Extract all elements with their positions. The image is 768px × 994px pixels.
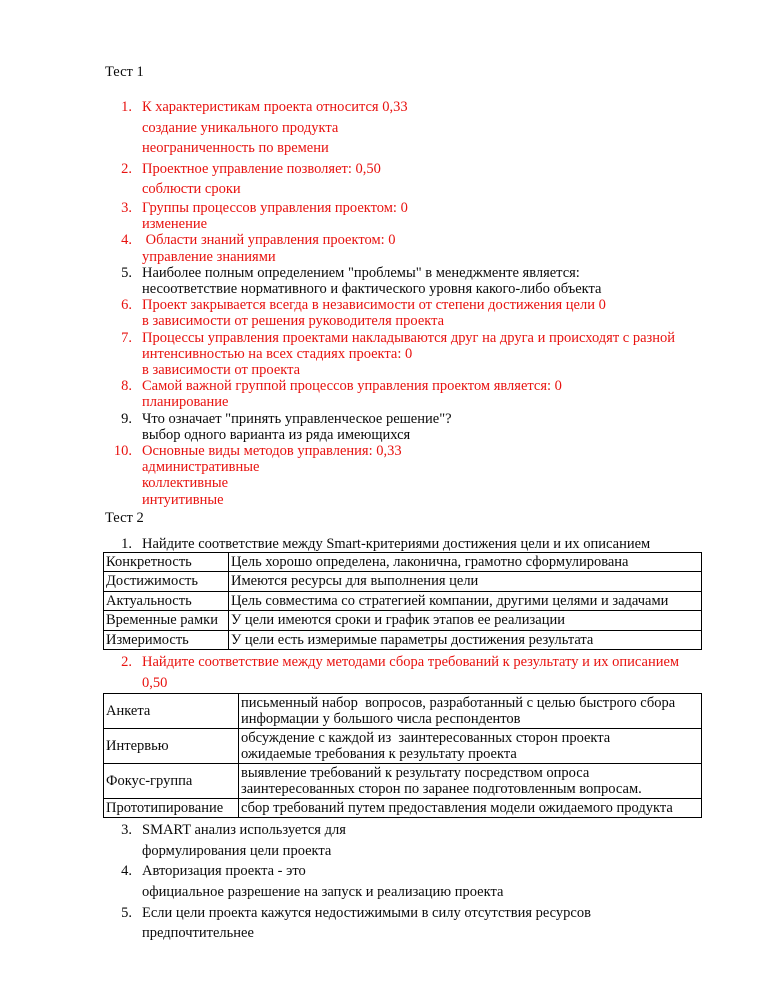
table-row <box>104 630 702 649</box>
question-line: Проект закрывается всегда в независимости от степени достижения цели 0 <box>142 297 606 314</box>
answer-line: интуитивные <box>142 491 224 508</box>
question-line: Проектное управление позволяет: 0,50 <box>142 160 381 177</box>
question-number: 5. <box>121 264 132 281</box>
question-item-8 <box>105 378 768 410</box>
question-line: Основные виды методов управления: 0,33 <box>142 443 402 460</box>
requirements-methods-table <box>103 693 702 818</box>
answer-line: изменение <box>142 216 208 233</box>
answer-line: планирование <box>142 394 229 411</box>
question-line: Если цели проекта кажутся недостижимыми в силу отсутствия ресурсов <box>142 904 591 921</box>
description-cell: выявление требований к результату посредством опроса заинтересованных сторон по заранее подготовленным вопросам. <box>239 764 702 799</box>
test1-title: Тест 1 <box>105 64 144 80</box>
question-number: 4. <box>121 232 132 249</box>
question-line: интенсивностью на всех стадиях проекта: 0 <box>142 345 413 362</box>
answer-line: официальное разрешение на запуск и реализацию проекта <box>142 884 504 901</box>
question-line: Авторизация проекта - это <box>142 863 306 880</box>
answer-line: коллективные <box>142 475 229 492</box>
question-line: Найдите соответствие между методами сбора требований к результату и их описанием <box>142 654 680 671</box>
question-number: 7. <box>121 329 132 346</box>
term-cell: Интервью <box>104 729 239 764</box>
answer-line: предпочтительнее <box>142 925 254 942</box>
table-row <box>104 799 702 818</box>
question-number: 3. <box>121 199 132 216</box>
question-item-5 <box>105 265 768 297</box>
question-number: 6. <box>121 297 132 314</box>
description-cell: письменный набор вопросов, разработанный с целью быстрого сбора информации у большого числа респондентов <box>239 694 702 729</box>
question-number: 1. <box>121 99 132 115</box>
term-cell: Анкета <box>104 694 239 729</box>
question-line: К характеристикам проекта относится 0,33 <box>142 99 408 115</box>
answer-line: управление знаниями <box>142 248 276 265</box>
table-row <box>104 591 702 610</box>
table-row <box>104 572 702 591</box>
table-row <box>104 553 702 572</box>
answer-line: соблюсти сроки <box>142 181 241 198</box>
question-item-2 <box>105 159 768 200</box>
term-cell: Прототипирование <box>104 799 239 818</box>
description-cell: У цели имеются сроки и график этапов ее реализации <box>229 611 702 630</box>
answer-line: выбор одного варианта из ряда имеющихся <box>142 426 411 443</box>
question-number: 10. <box>113 443 132 460</box>
question-line: Найдите соответствие между Smart-критериями достижения цели и их описанием <box>142 535 651 552</box>
question-item-3 <box>105 200 768 232</box>
description-cell: Цель хорошо определена, лаконична, грамотно сформулирована <box>229 553 702 572</box>
answer-line: в зависимости от проекта <box>142 362 301 378</box>
question-line: 0,50 <box>142 674 168 691</box>
smart-criteria-table <box>103 552 702 650</box>
question-item-t2-4 <box>105 861 768 902</box>
table-row <box>104 764 702 799</box>
answer-line: создание уникального продукта <box>142 119 339 136</box>
test2-title: Тест 2 <box>105 509 144 526</box>
question-line: Группы процессов управления проектом: 0 <box>142 199 408 216</box>
table-row <box>104 694 702 729</box>
description-cell: У цели есть измеримые параметры достижения результата <box>229 630 702 649</box>
term-cell: Достижимость <box>104 572 229 591</box>
answer-line: административные <box>142 459 260 476</box>
answer-line: несоответствие нормативного и фактического уровня какого-либо объекта <box>142 280 602 297</box>
question-number: 8. <box>121 378 132 395</box>
question-item-t2-3 <box>105 820 768 861</box>
term-cell: Измеримость <box>104 630 229 649</box>
question-item-1 <box>105 97 768 159</box>
question-number: 2. <box>121 654 132 671</box>
question-number: 3. <box>121 822 132 839</box>
term-cell: Фокус-группа <box>104 764 239 799</box>
term-cell: Временные рамки <box>104 611 229 630</box>
question-line: Что означает "принять управленческое решение"? <box>142 410 452 427</box>
question-item-4 <box>105 232 768 264</box>
question-item-6 <box>105 297 768 329</box>
question-number: 2. <box>121 160 132 177</box>
answer-line: в зависимости от решения руководителя проекта <box>142 313 445 330</box>
question-number: 1. <box>121 535 132 552</box>
question-line: Наиболее полным определением "проблемы" в менеджменте является: <box>142 264 580 281</box>
question-item-10 <box>105 443 768 508</box>
question-number: 5. <box>121 904 132 921</box>
question-item-t2-1 <box>105 536 768 552</box>
question-line: Области знаний управления проектом: 0 <box>142 232 396 249</box>
question-item-t2-2 <box>105 652 768 693</box>
description-cell: Цель совместима со стратегией компании, другими целями и задачами <box>229 591 702 610</box>
question-line: SMART анализ используется для <box>142 822 346 839</box>
answer-line: неограниченность по времени <box>142 140 329 157</box>
table-row <box>104 729 702 764</box>
description-cell: сбор требований путем предоставления модели ожидаемого продукта <box>239 799 702 818</box>
answer-line: формулирования цели проекта <box>142 842 332 859</box>
description-cell: обсуждение с каждой из заинтересованных сторон проекта ожидаемые требования к результату проекта <box>239 729 702 764</box>
table-row <box>104 611 702 630</box>
test1-question-list <box>0 97 768 508</box>
term-cell: Актуальность <box>104 591 229 610</box>
question-item-t2-5 <box>105 903 768 944</box>
question-item-7 <box>105 330 768 379</box>
term-cell: Конкретность <box>104 553 229 572</box>
question-item-9 <box>105 411 768 443</box>
description-cell: Имеются ресурсы для выполнения цели <box>229 572 702 591</box>
question-line: Процессы управления проектами накладываются друг на друга и происходят с разной <box>142 329 676 346</box>
question-number: 4. <box>121 863 132 880</box>
question-line: Самой важной группой процессов управления проектом является: 0 <box>142 378 562 395</box>
question-number: 9. <box>121 410 132 427</box>
